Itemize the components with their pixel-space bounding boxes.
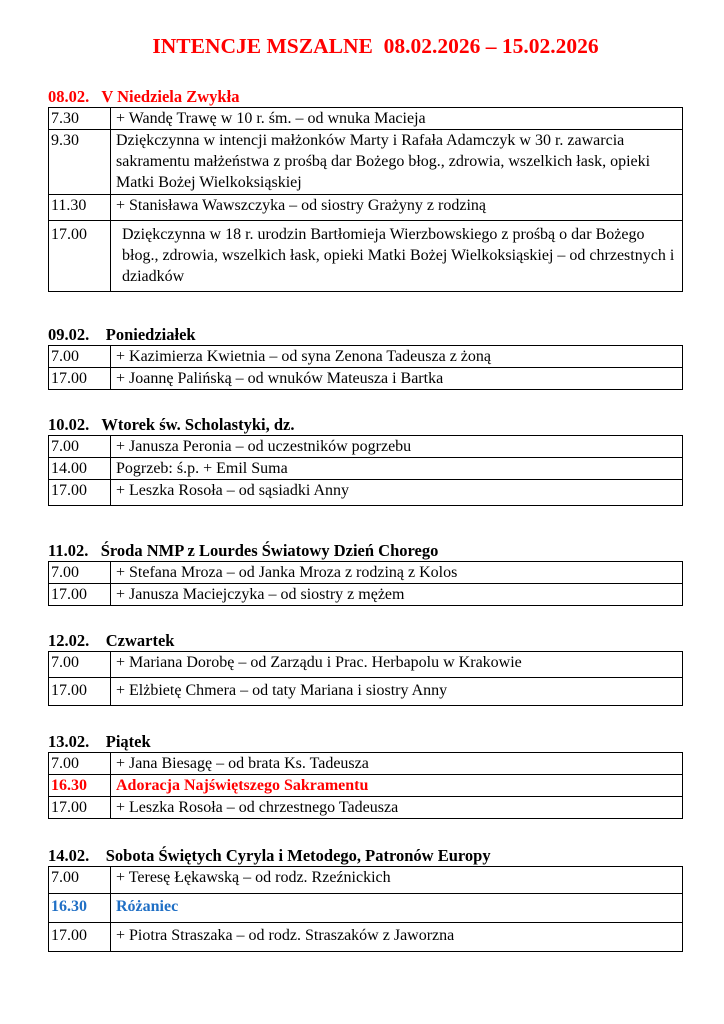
day-heading: 14.02. Sobota Świętych Cyryla i Metodego, Patronów Europy [48,846,491,865]
intention-text: + Joannę Palińską – od wnuków Mateusza i Bartka [111,368,683,390]
table-row [49,346,683,368]
mass-time: 7.00 [49,562,111,584]
intentions-table [48,561,683,606]
intentions-table [48,866,683,952]
table-row [49,195,683,221]
intentions-table [48,107,683,292]
mass-time: 16.30 [49,775,111,797]
day-section-13-02 [48,731,683,819]
mass-time: 7.00 [49,436,111,458]
mass-time: 17.00 [49,584,111,606]
mass-time: 17.00 [49,480,111,506]
table-row [49,130,683,195]
intentions-table [48,651,683,706]
table-row [49,436,683,458]
mass-time: 17.00 [49,923,111,952]
mass-time: 17.00 [49,678,111,706]
table-row [49,221,683,292]
day-section-10-02 [48,414,683,506]
table-row [49,867,683,894]
day-heading: 08.02. V Niedziela Zwykła [48,87,240,106]
mass-time: 9.30 [49,130,111,195]
intention-text: + Elżbietę Chmera – od taty Mariana i siostry Anny [111,678,683,706]
table-row-rosary [49,894,683,923]
table-row [49,584,683,606]
intention-text: + Teresę Łękawską – od rodz. Rzeźnickich [111,867,683,894]
intention-text: + Piotra Straszaka – od rodz. Straszaków z Jaworzna [111,923,683,952]
intention-text: + Kazimierza Kwietnia – od syna Zenona Tadeusza z żoną [111,346,683,368]
page-title: INTENCJE MSZALNE 08.02.2026 – 15.02.2026 [152,34,599,58]
intention-text: Różaniec [111,894,683,923]
intention-text: + Janusza Peronia – od uczestników pogrzebu [111,436,683,458]
table-row [49,108,683,130]
day-heading: 12.02. Czwartek [48,631,175,650]
table-row [49,678,683,706]
day-heading: 10.02. Wtorek św. Scholastyki, dz. [48,415,295,434]
mass-time: 11.30 [49,195,111,221]
table-row [49,562,683,584]
table-row [49,797,683,819]
mass-time: 17.00 [49,221,111,292]
intention-text: + Leszka Rosoła – od sąsiadki Anny [111,480,683,506]
intentions-table [48,435,683,506]
day-section-09-02 [48,324,683,390]
mass-time: 7.30 [49,108,111,130]
day-heading: 13.02. Piątek [48,732,151,751]
day-heading: 11.02. Środa NMP z Lourdes Światowy Dzień Chorego [48,541,439,560]
mass-time: 14.00 [49,458,111,480]
intention-text: + Jana Biesagę – od brata Ks. Tadeusza [111,753,683,775]
table-row [49,480,683,506]
intention-text: + Mariana Dorobę – od Zarządu i Prac. Herbapolu w Krakowie [111,652,683,678]
intention-text: + Stanisława Wawszczyka – od siostry Grażyny z rodziną [111,195,683,221]
intentions-table [48,345,683,390]
intention-text: + Wandę Trawę w 10 r. śm. – od wnuka Macieja [111,108,683,130]
table-row [49,458,683,480]
day-section-08-02 [48,86,683,292]
intention-text: Pogrzeb: ś.p. + Emil Suma [111,458,683,480]
intention-text: Dziękczynna w 18 r. urodzin Bartłomieja Wierzbowskiego z prośbą o dar Bożego błog., zdrowia, wszelkich łask, opieki Matki Bożej Wielkoksiąskiej – od chrzestnych i dziadków [111,221,683,292]
table-row [49,368,683,390]
table-row-adoration [49,775,683,797]
day-section-14-02 [48,845,683,952]
day-section-11-02 [48,540,683,606]
table-row [49,753,683,775]
day-section-12-02 [48,630,683,706]
mass-time: 16.30 [49,894,111,923]
table-row [49,652,683,678]
mass-time: 17.00 [49,797,111,819]
intention-text: Dziękczynna w intencji małżonków Marty i Rafała Adamczyk w 30 r. zawarcia sakramentu małżeństwa z prośbą dar Bożego błog., zdrowia, wszelkich łask, opieki Matki Bożej Wielkoksiąskiej [111,130,683,195]
intention-text: + Leszka Rosoła – od chrzestnego Tadeusza [111,797,683,819]
mass-time: 7.00 [49,346,111,368]
mass-time: 7.00 [49,652,111,678]
mass-time: 7.00 [49,753,111,775]
mass-time: 7.00 [49,867,111,894]
intention-text: Adoracja Najświętszego Sakramentu [111,775,683,797]
day-heading: 09.02. Poniedziałek [48,325,196,344]
intention-text: + Stefana Mroza – od Janka Mroza z rodziną z Kolos [111,562,683,584]
intentions-table [48,752,683,819]
mass-time: 17.00 [49,368,111,390]
table-row [49,923,683,952]
intention-text: + Janusza Maciejczyka – od siostry z mężem [111,584,683,606]
